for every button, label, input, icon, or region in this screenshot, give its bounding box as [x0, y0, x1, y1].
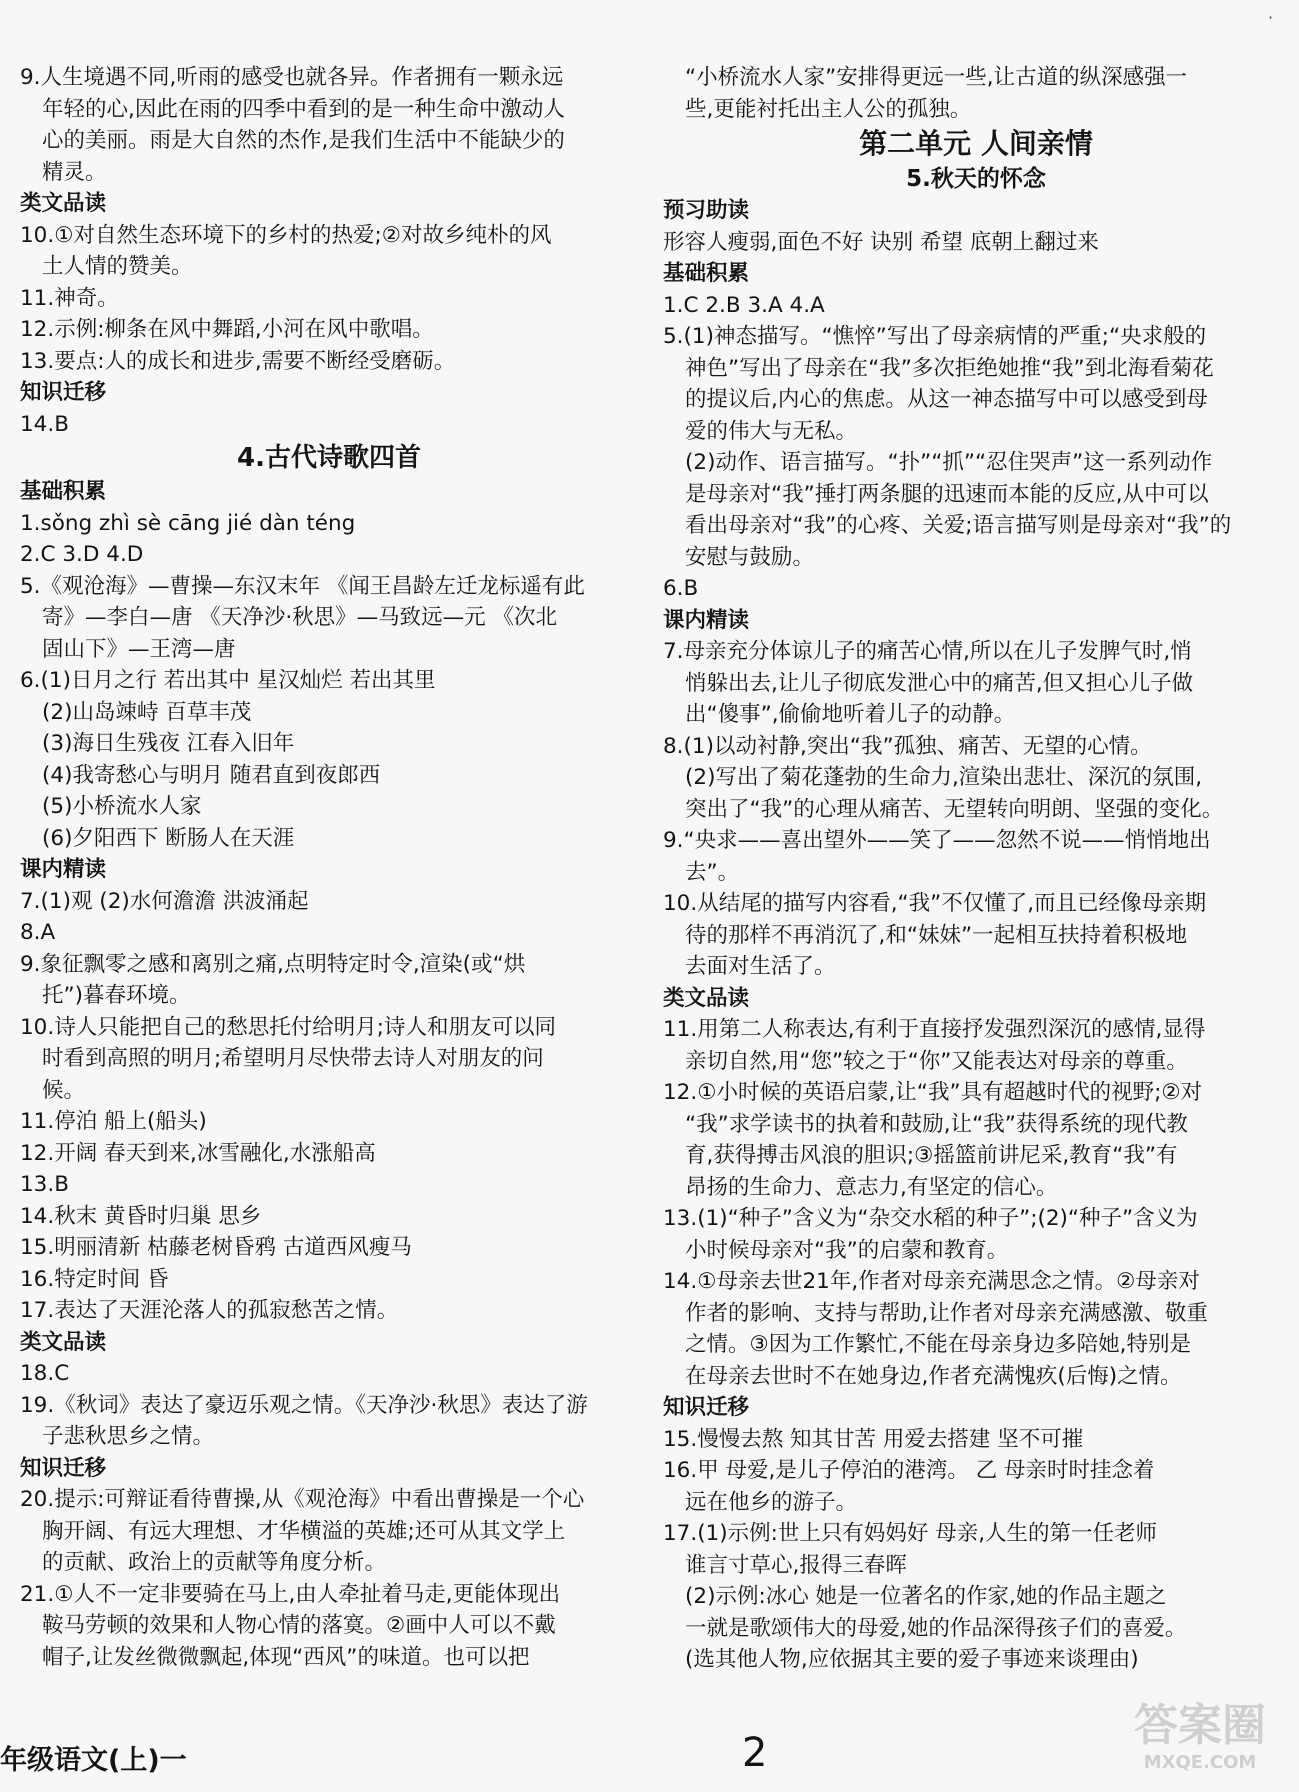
section-heading: 类文品读	[20, 1329, 107, 1355]
text-line: 14.①母亲去世21年,作者对母亲充满思念之情。②母亲对	[663, 1269, 1200, 1294]
text-line-continued: (选其他人物,应依据其主要的爱子事迹来谈理由)	[685, 1647, 1139, 1672]
text-line-continued: 一就是歌颂伟大的母爱,她的作品深得孩子们的喜爱。	[685, 1615, 1187, 1641]
footer-grade-label: 年级语文(上)一	[0, 1745, 187, 1776]
text-line: 6.(1)日月之行 若出其中 星汉灿烂 若出其里	[20, 668, 436, 693]
text-line-continued: (2)动作、语言描写。“扑”“抓”“忍住哭声”这一系列动作	[685, 450, 1213, 475]
text-line-continued: 之情。③因为工作繁忙,不能在母亲身边多陪她,特别是	[685, 1332, 1191, 1357]
text-line-continued: 胸开阔、有远大理想、才华横溢的英雄;还可从其文学上	[42, 1518, 566, 1544]
text-line: 21.①人不一定非要骑在马上,由人牵扯着马走,更能体现出	[20, 1581, 561, 1607]
text-line: 8.A	[20, 920, 56, 945]
text-line-continued: 固山下》—王湾—唐	[42, 636, 236, 662]
lesson-title: 4.古代诗歌四首	[237, 443, 421, 473]
text-line: 9.人生境遇不同,听雨的感受也就各异。作者拥有一颗永远	[20, 65, 564, 90]
text-line-continued: 突出了“我”的心理从痛苦、无望转向明朗、坚强的变化。	[685, 796, 1224, 822]
section-heading: 知识迁移	[663, 1395, 750, 1420]
text-line: 5.(1)神态描写。“憔悴”写出了母亲病情的严重;“央求般的	[663, 324, 1207, 349]
text-line: 7.(1)观 (2)水何澹澹 洪波涌起	[20, 888, 309, 914]
text-line-continued: 年轻的心,因此在雨的四季中看到的是一种生命中激动人	[42, 96, 565, 122]
text-line: 11.用第二人称表达,有利于直接抒发强烈深沉的感情,显得	[663, 1017, 1206, 1042]
text-line-continued: 安慰与鼓励。	[685, 544, 815, 570]
text-line-continued: 亲切自然,用“您”较之于“你”又能表达对母亲的尊重。	[685, 1048, 1188, 1074]
text-line-continued: 托”)暮春环境。	[42, 983, 191, 1008]
text-line-continued: 去”。	[685, 859, 740, 885]
text-line-continued: 远在他乡的游子。	[685, 1489, 858, 1515]
section-heading: 课内精读	[20, 857, 107, 882]
text-line: 10.诗人只能把自己的愁思托付给明月;诗人和朋友可以同	[20, 1014, 556, 1040]
watermark-logo	[1110, 1700, 1290, 1790]
text-line-continued: 精灵。	[42, 159, 107, 185]
text-line: 10.①对自然生态环境下的乡村的热爱;②对故乡纯朴的风	[20, 222, 552, 248]
text-line: 20.提示:可辩证看待曹操,从《观沧海》中看出曹操是一个心	[20, 1487, 585, 1512]
text-line: 15.慢慢去熬 知其甘苦 用爱去搭建 坚不可摧	[663, 1426, 1084, 1452]
left-column	[20, 62, 638, 1673]
section-heading: 基础积累	[20, 479, 107, 504]
text-line-continued: (5)小桥流水人家	[42, 794, 202, 819]
section-heading: 类文品读	[20, 191, 107, 216]
text-line: 16.特定时间 昏	[20, 1266, 169, 1292]
text-line: 12.开阔 春天到来,冰雪融化,水涨船高	[20, 1140, 376, 1166]
text-line-continued: (4)我寄愁心与明月 随君直到夜郎西	[42, 762, 381, 788]
lesson-title: 5.秋天的怀念	[906, 166, 1046, 192]
text-line: 5.《观沧海》—曹操—东汉末年 《闻王昌龄左迁龙标遥有此	[20, 573, 585, 599]
section-heading: 类文品读	[663, 985, 750, 1011]
page-number: 2	[742, 1730, 768, 1776]
text-line: 13.B	[20, 1172, 69, 1197]
text-line: 14.秋末 黄昏时归巢 思乡	[20, 1203, 262, 1229]
text-line-continued: 待的那样不再消沉了,和“妹妹”一起相互扶持着积极地	[685, 922, 1188, 948]
text-line-continued: 土人情的赞美。	[42, 254, 193, 279]
text-line: 10.从结尾的描写内容看,“我”不仅懂了,而且已经像母亲期	[663, 891, 1207, 916]
text-line: 11.停泊 船上(船头)	[20, 1109, 207, 1134]
watermark-sub: MXQE.COM	[1143, 1752, 1257, 1773]
text-line-continued: 小时候母亲对“我”的启蒙和教育。	[685, 1237, 1009, 1263]
text-line: 19.《秋词》表达了豪迈乐观之情。《天净沙·秋思》表达了游	[20, 1392, 588, 1418]
text-line: 12.①小时候的英语启蒙,让“我”具有超越时代的视野;②对	[663, 1080, 1203, 1105]
text-line-continued: (3)海日生残夜 江春入旧年	[42, 731, 295, 756]
section-heading: 基础积累	[663, 261, 750, 286]
text-line: 18.C	[20, 1361, 70, 1386]
text-line-continued: (6)夕阳西下 断肠人在天涯	[42, 825, 295, 851]
text-line-continued: 昂扬的生命力、意志力,有坚定的信心。	[685, 1174, 1058, 1200]
text-line: 14.B	[20, 411, 69, 437]
text-line-continued: 寄》—李白—唐 《天净沙·秋思》—马致远—元 《次北	[42, 605, 558, 630]
text-line-continued: 爱的伟大与无私。	[685, 418, 858, 444]
right-column	[663, 62, 1289, 1676]
text-line: 17.(1)示例:世上只有妈妈好 母亲,人生的第一任老师	[663, 1521, 1158, 1546]
section-heading: 知识迁移	[20, 380, 107, 405]
text-line: 6.B	[663, 576, 699, 601]
unit-title: 第二单元 人间亲情	[859, 127, 1093, 160]
text-line: 8.(1)以动衬静,突出“我”孤独、痛苦、无望的心情。	[663, 733, 1152, 759]
text-line: 15.明丽清新 枯藤老树昏鸦 古道西风瘦马	[20, 1235, 412, 1260]
text-line-continued: 出“傻事”,偷偷地听着儿子的动静。	[685, 702, 1016, 727]
text-line-continued: 去面对生活了。	[685, 954, 836, 979]
text-line-continued: “小桥流水人家”安排得更远一些,让古道的纵深感强一	[685, 65, 1188, 90]
text-line-continued: 时看到高照的明月;希望明月尽快带去诗人对朋友的问	[42, 1046, 544, 1071]
section-heading: 知识迁移	[20, 1455, 107, 1481]
text-line-continued: 在母亲去世时不在她身边,作者充满愧疚(后悔)之情。	[685, 1363, 1182, 1389]
section-heading: 预习助读	[663, 198, 750, 223]
text-line-continued: 子悲秋思乡之情。	[42, 1424, 215, 1449]
section-heading: 课内精读	[663, 607, 750, 633]
text-line-continued: 鞍马劳顿的效果和人物心情的落寞。②画中人可以不戴	[42, 1613, 556, 1638]
watermark-main: 答案圈	[1134, 1700, 1266, 1751]
text-line-continued: (2)山岛竦峙 百草丰茂	[42, 699, 252, 725]
text-line-continued: 悄躲出去,让儿子彻底发泄心中的痛苦,但又担心儿子做	[685, 670, 1194, 696]
text-line-continued: 是母亲对“我”捶打两条腿的迅速而本能的反应,从中可以	[685, 481, 1209, 507]
text-line: 1.C 2.B 3.A 4.A	[663, 292, 825, 318]
corner-mark: ·	[1268, 8, 1274, 27]
text-line: 17.表达了天涯沦落人的孤寂愁苦之情。	[20, 1298, 399, 1323]
text-line-continued: 些,更能衬托出主人公的孤独。	[685, 96, 972, 122]
text-line: 13.(1)“种子”含义为“杂交水稻的种子”;(2)“种子”含义为	[663, 1206, 1198, 1231]
text-line-continued: 作者的影响、支持与帮助,让作者对母亲充满感激、敬重	[685, 1300, 1208, 1326]
text-line-continued: 神色”写出了母亲在“我”多次拒绝她推“我”到北海看菊花	[685, 355, 1214, 381]
text-line: 7.母亲充分体谅儿子的痛苦心情,所以在儿子发脾气时,悄	[663, 639, 1192, 664]
text-line: 16.甲 母爱,是儿子停泊的港湾。 乙 母亲时时挂念着	[663, 1458, 1155, 1483]
text-line-continued: (2)写出了菊花蓬勃的生命力,渲染出悲壮、深沉的氛围,	[685, 765, 1203, 790]
text-line: 11.神奇。	[20, 285, 119, 311]
text-line-continued: (2)示例:冰心 她是一位著名的作家,她的作品主题之	[685, 1584, 1167, 1609]
text-line: 9.象征飘零之感和离别之痛,点明特定时令,渲染(或“烘	[20, 951, 526, 977]
text-line: 13.要点:人的成长和进步,需要不断经受磨砺。	[20, 348, 456, 374]
text-line: 形容人瘦弱,面色不好 诀别 希望 底朝上翻过来	[663, 229, 1099, 255]
text-line-continued: 谁言寸草心,报得三春晖	[685, 1552, 907, 1578]
text-line-continued: 心的美丽。雨是大自然的杰作,是我们生活中不能缺少的	[42, 128, 565, 153]
text-line: 12.示例:柳条在风中舞蹈,小河在风中歌唱。	[20, 317, 434, 342]
text-line-continued: 育,获得搏击风浪的胆识;③摇篮前讲尼采,教育“我”有	[685, 1143, 1178, 1168]
text-line-continued: 看出母亲对“我”的心疼、关爱;语言描写则是母亲对“我”的	[685, 513, 1232, 538]
text-line: 9.“央求——喜出望外——笑了——忽然不说——悄悄地出	[663, 828, 1211, 853]
text-line-continued: 候。	[42, 1077, 86, 1103]
text-line-continued: 的贡献、政治上的贡献等角度分析。	[42, 1550, 387, 1575]
text-line-continued: 的提议后,内心的焦虑。从这一神态描写中可以感受到母	[685, 387, 1208, 412]
text-line: 2.C 3.D 4.D	[20, 542, 144, 567]
text-line-continued: “我”求学读书的执着和鼓励,让“我”获得系统的现代教	[685, 1111, 1188, 1137]
text-line-continued: 帽子,让发丝微微飘起,体现“西风”的味道。也可以把	[42, 1644, 530, 1670]
text-line: 1.sǒng zhì sè cāng jié dàn téng	[20, 510, 356, 536]
